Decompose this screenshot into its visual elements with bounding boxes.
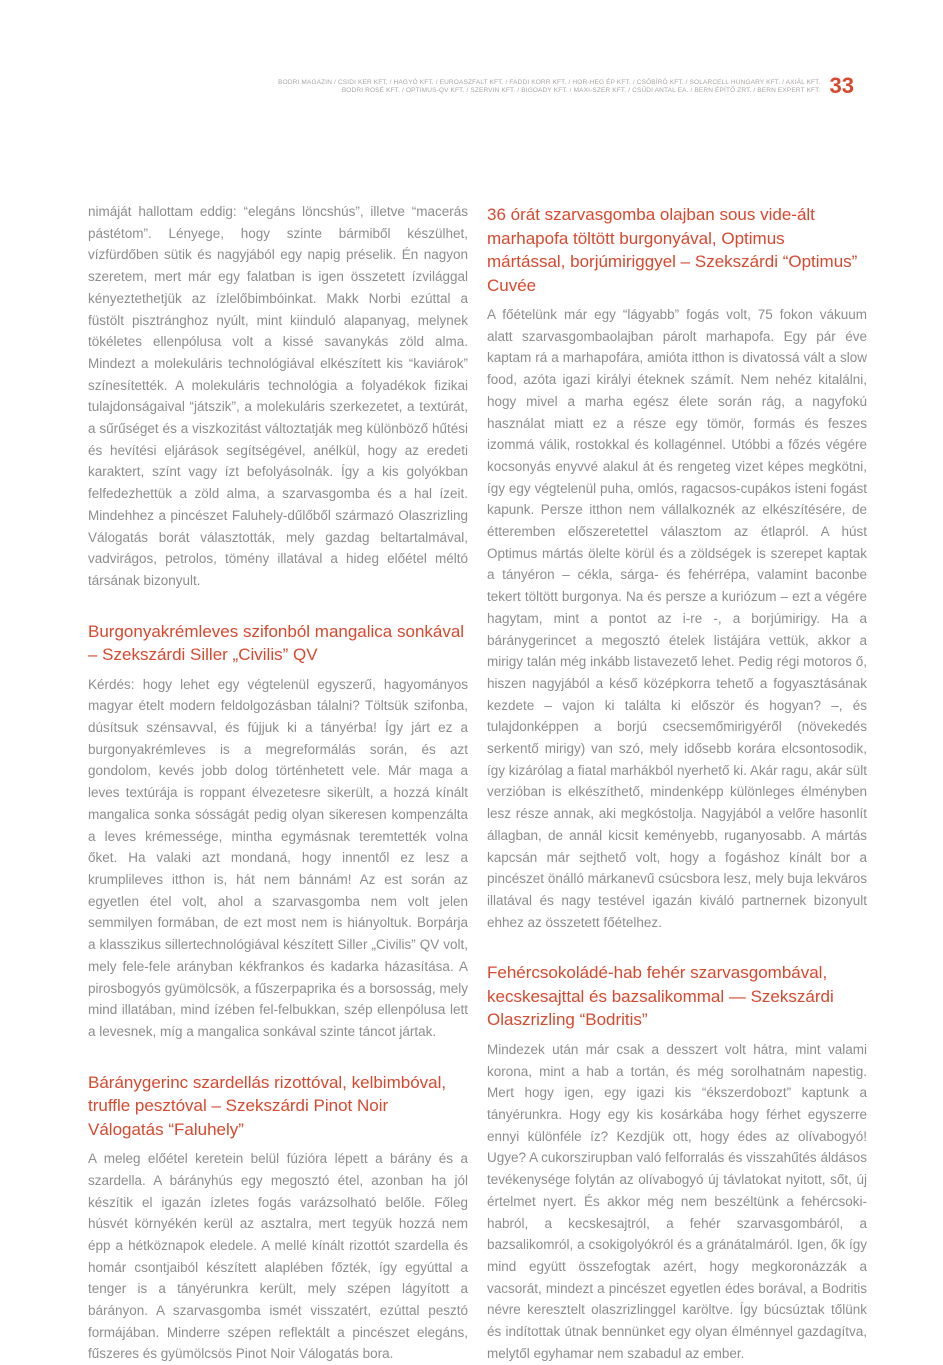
section-heading-fehercsokolade: Fehércsokoládé-hab fehér szarvasgombával, kecskesajttal és bazsalikommal — Szekszárdi Olaszrizling “Bodritis”: [487, 963, 834, 1030]
section-heading-baranygerinc: Báránygerinc szardellás rizottóval, kelbimbóval, truffle pesztóval – Szekszárdi Pinot Noir Válogatás “Faluhely”: [88, 1072, 447, 1139]
page-header: [278, 73, 854, 98]
section-heading-marhapofa: 36 órát szarvasgomba olajban sous vide-ált marhapofa töltött burgonyával, Optimus mártással, borjúmiriggyel – Szekszárdi “Optimus” Cuvée: [487, 205, 858, 295]
section-heading-burgonyakremleves: Burgonyakrémleves szifonból mangalica sonkával – Szekszárdi Siller „Civilis” QV: [88, 621, 465, 665]
page-number: 33: [829, 73, 854, 98]
header-credits: [278, 76, 820, 95]
section-paragraph-marhapofa: A főételünk már egy “lágyabb” fogás volt, 75 fokon vákuum alatt szarvasgombaolajban párolt marhapofa. Egy pár éve kaptam rá a marhapofára, amióta itthon is divatossá vált a slow food, azóta igazi királyi éteknek számít. Nem nehéz kitalálni, hogy mivel a marha egész élete során rág, a nagyfokú használat miatt ez a része egy tömör, formás és feszes izommá válik, rostokkal és kollagénnel. Utóbbi a főzés végére kocsonyás enyvvé alakul át és rengeteg vizet képes megkötni, így egy végtelenül puha, omlós, ragacsos-cupákos isteni fogást kapunk. Persze itthon nem vállalkoznék az elkészítésére, de étteremben előszeretettel választom az étlapról. A húst Optimus mártás ölelte körül és a zöldségek is szerepet kaptak a tányéron – cékla, sárga- és fehérrépa, valamint baconbe tekert töltött burgonya. Na és persze a kuriózum – ezt a végére hagytam, mint a pontot az i-re -, a borjúmirigy. Ha a báránygerincet a megosztó ételek listájára vettük, akkor a mirigy talán még inkább listavezető lehet. Pedig régi motoros ő, hiszen nagyjából a késő középkorra tehető a fogyasztásának kezdete – vajon ki találta ki először és hogyan? –, és tulajdonképpen a borjú csecsemőmirigyéről (növekedés serkentő mirigy) van szó, mely idősebb korára elcsontosodik, így kizárólag a fiatal marhákból nyerhető ki. Akár ragu, akár sült verzióban is elkészíthető, mindenképp különleges élményben lesz része annak, aki megkóstolja. Nagyjából a velőre hasonlít állagban, de annál kicsit keményebb, ruganyosabb. A mártás kapcsán már sejthető volt, hogy a fogáshoz kínált bor a pincészet önálló márkanevű csúcsbora lesz, mely buja lekváros illatával és nagy testével igazán kiváló partnernek bizonyult ehhez az összetett főételhez.: [487, 307, 867, 930]
section-paragraph-baranygerinc: A meleg előétel keretein belül fúzióra lépett a bárány és a szardella. A bárányhús egy megosztó étel, azonban ha jól készítik el igazán ízletes fogás varázsolható belőle. Főleg húsvét környékén kerül az asztalra, mert tegyük hozzá nem épp a hétköznapok eledele. A mellé kínált rizottót szardella és homár csontjaiból készített alaplében főzték, így egyúttal a tenger is a tányérunkra került, mely szépen lágyított a bárányon. A szarvasgomba ismét visszatért, ezúttal pesztó formájában. Minderre szépen reflektált a pincészet elegáns, fűszeres és gyümölcsös Pinot Noir Válogatás bora.: [88, 1151, 468, 1362]
section-paragraph-burgonyakremleves: Kérdés: hogy lehet egy végtelenül egyszerű, hagyományos magyar ételt modern feldolgozásban tálalni? Töltsük szifonba, dúsítsuk szénsavval, és fújjuk ki a tányérba! Így járt ez a burgonyakrémleves is a megreformálás során, és azt gondolom, kevés jobb dolog történhetett vele. Már maga a leves textúrája is roppant élvezetesre sikerült, a hozzá kínált mangalica sonka sósságát pedig olyan sikeresen kompenzálta a leves krémessége, mintha egymásnak teremtették volna őket. Ha valaki azt mondaná, hogy innentől ez lesz a krumplileves itthon is, hát nem bánnám! Az est során az egyetlen étel volt, ahol a szarvasgomba nem volt jelen semmilyen formában, de ezt most nem is hiányoltuk. Borpárja a klasszikus sillertechnológiával készített Siller „Civilis” QV volt, mely fele-fele arányban kékfrankos és kadarka házasítása. A pirosbogyós gyümölcsök, a fűszerpaprika és a borsosság, mely mind illatában, mind ízében fel-felbukkan, szép ellenpólusa lett a levesnek, míg a mangalica sonkával szinte táncot jártak.: [88, 676, 468, 1039]
left-column: [88, 201, 468, 1365]
right-column: [487, 201, 867, 1365]
header-credits-line1: BODRI MAGAZIN / CSIDI KER KFT. / HAGYÓ KFT. / EUROASZFALT KFT. / FADDI KORR KFT. / HOR-HEG ÉP KFT. / CSŐBÍRÓ KFT. / SOLARCELL HUNGARY KFT. / AXIÁL KFT.: [278, 79, 821, 86]
header-credits-line2: BODRI ROSÉ KFT. / OPTIMUS-QV KFT. / SZERVIN KFT. / BIGOADY KFT. / MAXI-SZER KFT. / CSŰDI ANTAL EA. / BERN ÉPÍTŐ ZRT. / BERN EXPERT KFT.: [341, 87, 821, 94]
article-body: [88, 201, 867, 1365]
section-paragraph-fehercsokolade: Mindezek után már csak a desszert volt hátra, mint valami korona, mint a hab a tortán, és még sorolhatnám napestig. Mert hogy igen, egy igazi kis “ékszerdobozt” kaptunk a tányérunkra. Hogy egy kis kosárkába hogy férhet egyszerre ennyi különféle íz? Kezdjük ott, hogy édes az olívabogyó! Ugye? A cukorszirupban való felforralás és visszahűtés áldásos tevékenysége folytán az olívabogyó új távlatokat nyitott, sőt, új értelmet nyert. És akkor még nem beszéltünk a fehércsoki-habról, a kecskesajtról, a fehér szarvasgombáról, a bazsalikomról, a csokigolyókról és a gránátalmáról. Igen, ők így mind együtt összefogtak azért, hogy megkoronázzák a vacsorát, mindezt a pincészet egyetlen édes borával, a Bodritis névre keresztelt olaszrizlinggel karöltve. Így búcsúztak tőlünk és indítottak útnak bennünket egy olyan élménnyel gazdagítva, melytől egyhamar nem szabadul az ember.: [487, 1041, 867, 1361]
intro-paragraph: nimáját hallottam eddig: “elegáns löncshús”, illetve “macerás pástétom”. Lényege, hogy szinte bármiből készülhet, vízfürdőben sütik és nagyjából egy napig préselik. Én nagyon szeretem, mert már egy falatban is igen összetett ízvilággal kényeztethetjük az ízlelőbimbóinkat. Makk Norbi ezúttal a füstölt pisztránghoz nyúlt, mint kiinduló alapanyag, melynek tökéletes ellenpólusa volt a kissé savanykás zöld alma. Mindezt a molekuláris technológiával elkészített kis “kaviárok” színesítették. A molekuláris technológia a folyadékok fizikai tulajdonságaival “játszik”, a molekuláris szerkezetet, a textúrát, a sűrűséget és a viszkozitást változtatják meg különböző hűtési és hevítési eljárások segítségével, anélkül, hogy az eredeti karaktert, színt vagy ízt befolyásolnák. Így a kis golyókban felfedezhettük a zöld alma, a szarvasgomba és a hal ízeit. Mindehhez a pincészet Faluhely-dűlőből származó Olaszrizling Válogatás borát választották, mely gazdag beltartalmával, vadvirágos, petrolos, tömény illatával a hideg előétel méltó társának bizonyult.: [88, 204, 468, 588]
